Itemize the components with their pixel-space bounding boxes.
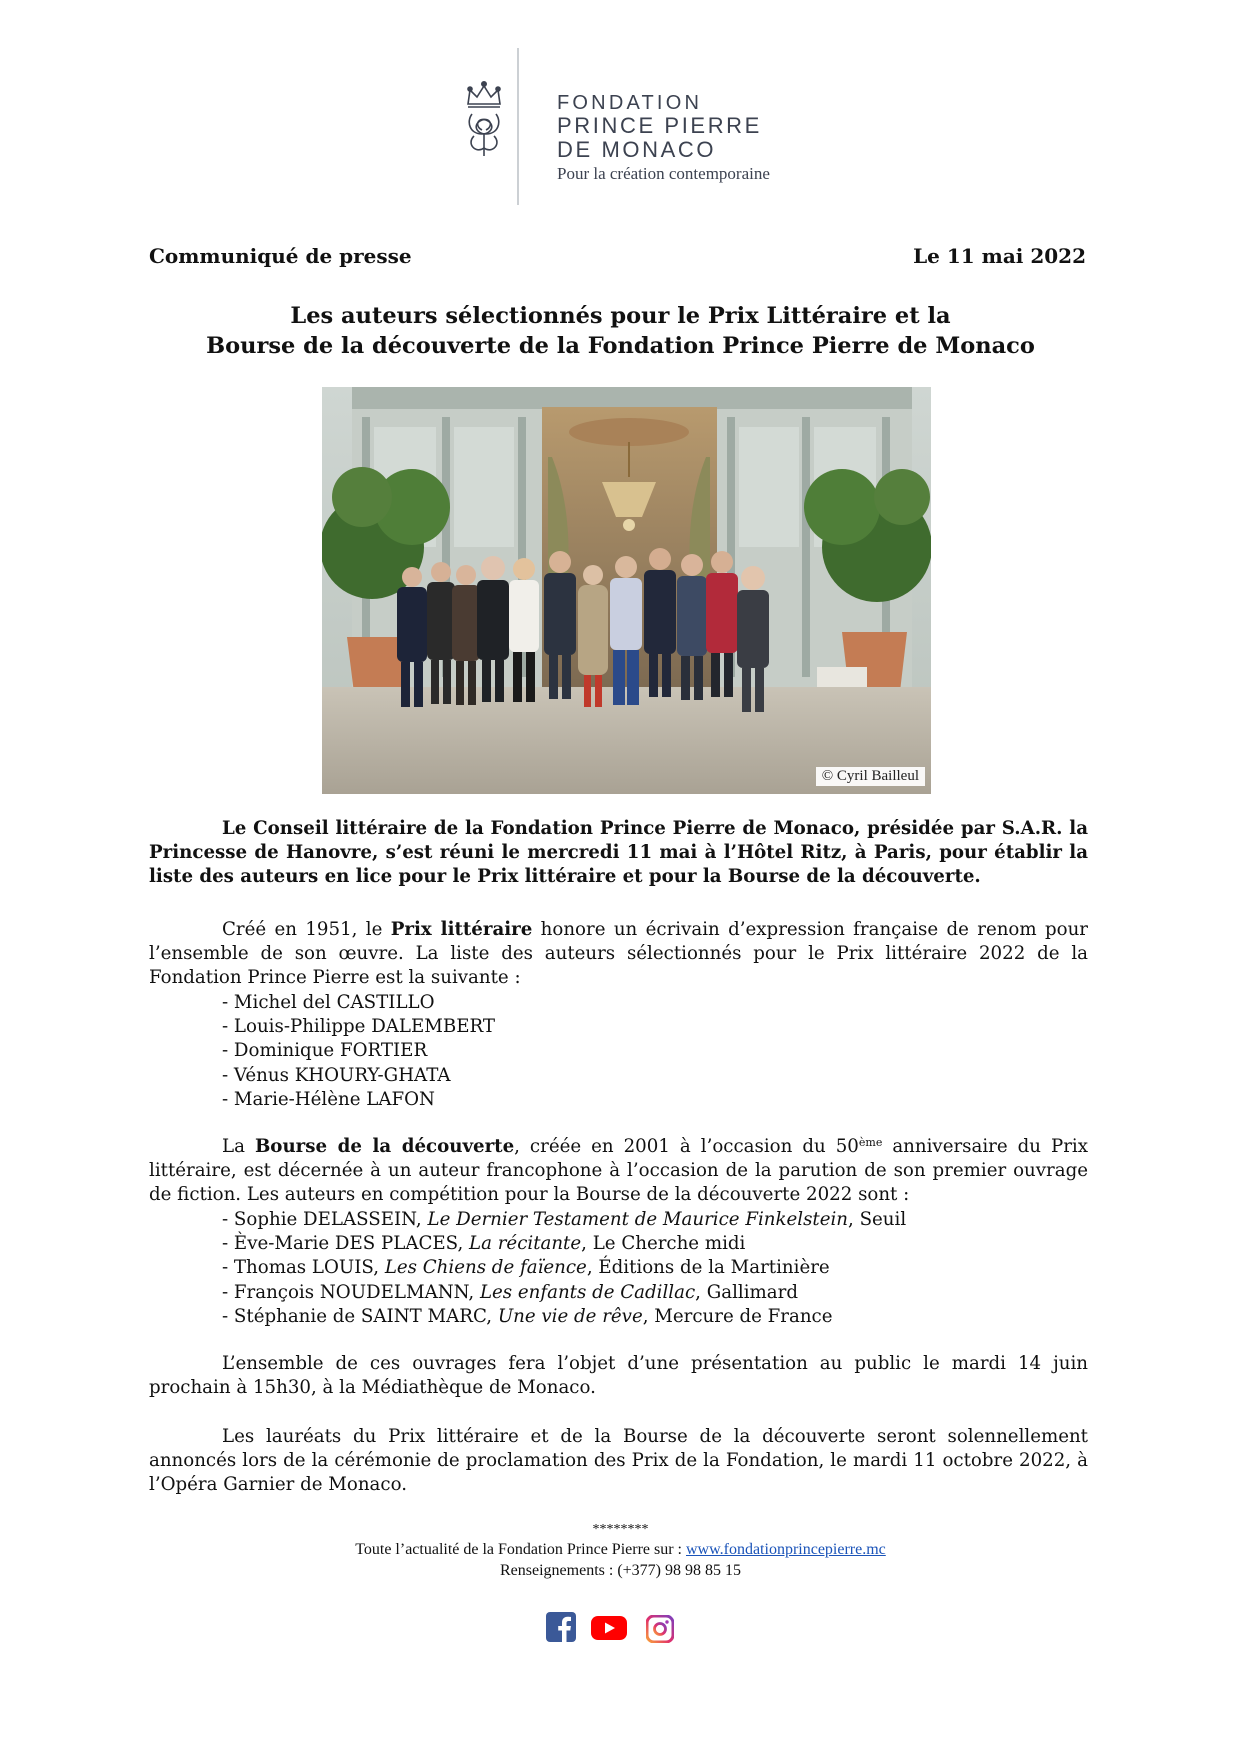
author-name: - Stéphanie de SAINT MARC, xyxy=(222,1305,498,1327)
bourse-text-mid: , créée en 2001 à l’occasion du 50 xyxy=(514,1136,859,1157)
bourse-author-list xyxy=(222,1208,906,1329)
bourse-text-start: La xyxy=(222,1136,255,1157)
list-item: - Dominique FORTIER xyxy=(222,1040,428,1062)
facebook-icon[interactable] xyxy=(546,1612,576,1642)
presentation-text: L’ensemble de ces ouvrages fera l’objet d’une présentation au public le mardi 14 juin prochain à 15h30, à la Médiathèque de Monaco. xyxy=(149,1353,1088,1399)
bourse-text-end: anniversaire du Prix littéraire, est décernée à un auteur francophone à l’occasion de la parution de son premier ouvrage de fiction. Les auteurs en compétition pour la Bourse de la découverte 2022 sont : xyxy=(149,1136,1088,1206)
presentation-paragraph xyxy=(149,1352,1088,1400)
footer-news-line xyxy=(0,1541,1241,1559)
youtube-icon[interactable] xyxy=(591,1614,627,1642)
bourse-paragraph xyxy=(149,1135,1088,1208)
page-title xyxy=(0,301,1241,361)
prix-paragraph xyxy=(149,918,1088,991)
footer-prefix: Toute l’actualité de la Fondation Prince Pierre sur : xyxy=(355,1541,686,1558)
title-line-2: Bourse de la découverte de la Fondation Prince Pierre de Monaco xyxy=(206,333,1035,359)
logo-wordmark xyxy=(557,92,770,186)
title-line-1: Les auteurs sélectionnés pour le Prix Littéraire et la xyxy=(290,303,951,329)
document-date: Le 11 mai 2022 xyxy=(913,244,1086,268)
website-link[interactable]: www.fondationprincepierre.mc xyxy=(686,1541,886,1558)
prix-text-start: Créé en 1951, le xyxy=(222,919,391,940)
publisher: , Mercure de France xyxy=(642,1305,833,1327)
author-name: - Thomas LOUIS, xyxy=(222,1257,385,1279)
publisher: , Seuil xyxy=(848,1209,907,1230)
publisher: , Éditions de la Martinière xyxy=(586,1257,830,1279)
document-kind: Communiqué de presse xyxy=(149,244,412,268)
laureates-text: Les lauréats du Prix littéraire et de la Bourse de la découverte seront solennellement annoncés lors de la cérémonie de proclamation des Prix de la Fondation, le mardi 11 octobre 2022, à l’Opéra Garnier de Monaco. xyxy=(149,1426,1088,1496)
footer-contact: Renseignements : (+377) 98 98 85 15 xyxy=(500,1562,741,1579)
author-name: - Ève-Marie DES PLACES, xyxy=(222,1233,470,1255)
foundation-monogram-logo xyxy=(462,78,506,160)
group-photo-illustration xyxy=(322,387,931,794)
list-item xyxy=(222,1281,906,1305)
list-item: - Vénus KHOURY-GHATA xyxy=(222,1064,451,1086)
list-item: - Michel del CASTILLO xyxy=(222,992,435,1013)
prix-author-list xyxy=(222,991,495,1112)
logo-line-fondation: FONDATION xyxy=(557,92,703,114)
group-photo xyxy=(322,387,931,794)
book-title: Une vie de rêve xyxy=(497,1305,643,1327)
logo-divider xyxy=(517,48,519,205)
list-item xyxy=(222,1232,906,1256)
author-name: - Sophie DELASSEIN, xyxy=(222,1209,428,1230)
list-item: - Louis-Philippe DALEMBERT xyxy=(222,1016,496,1038)
laureates-paragraph xyxy=(149,1425,1088,1498)
intro-paragraph xyxy=(149,817,1088,890)
list-item xyxy=(222,1208,906,1232)
list-item xyxy=(222,1305,906,1329)
instagram-icon[interactable] xyxy=(646,1615,674,1643)
separator-stars: ******** xyxy=(592,1522,649,1537)
bourse-term: Bourse de la découverte xyxy=(254,1136,515,1157)
prix-text-end: honore un écrivain d’expression française de renom pour l’ensemble de son œuvre. La liste des auteurs sélectionnés pour le Prix littéraire 2022 de la Fondation Prince Pierre est la suivante : xyxy=(149,919,1088,989)
intro-text: Le Conseil littéraire de la Fondation Prince Pierre de Monaco, présidée par S.A.R. la Princesse de Hanovre, s’est réuni le mercredi 11 mai à l’Hôtel Ritz, à Paris, pour établir la liste des auteurs en lice pour le Prix littéraire et pour la Bourse de la découverte. xyxy=(149,818,1088,888)
logo-line-de-monaco: DE MONACO xyxy=(557,137,717,162)
logo-tagline: Pour la création contemporaine xyxy=(557,164,770,183)
book-title: Le Dernier Testament de Maurice Finkelstein xyxy=(427,1209,849,1230)
list-item: - Marie-Hélène LAFON xyxy=(222,1088,435,1110)
publisher: , Le Cherche midi xyxy=(581,1233,746,1255)
book-title: La récitante xyxy=(469,1233,582,1255)
photo-credit: © Cyril Bailleul xyxy=(816,767,925,786)
publisher: , Gallimard xyxy=(695,1281,798,1303)
ordinal-suffix: ème xyxy=(858,1136,883,1149)
book-title: Les Chiens de faïence xyxy=(384,1257,587,1279)
prix-term: Prix littéraire xyxy=(390,919,533,940)
author-name: - François NOUDELMANN, xyxy=(222,1281,480,1303)
book-title: Les enfants de Cadillac xyxy=(479,1281,696,1303)
logo-line-prince-pierre: PRINCE PIERRE xyxy=(557,113,762,138)
list-item xyxy=(222,1256,906,1280)
